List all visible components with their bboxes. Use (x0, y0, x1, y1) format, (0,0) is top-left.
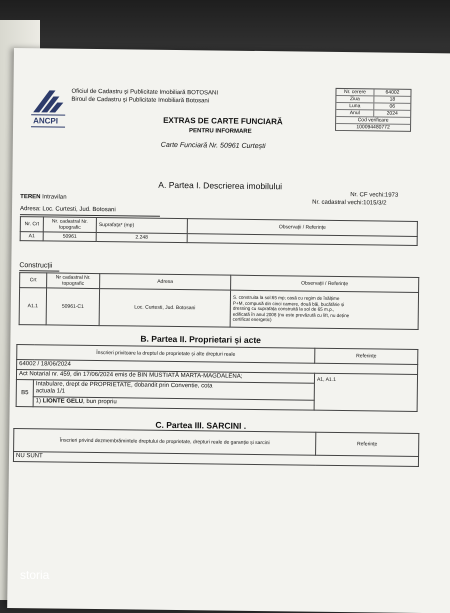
teren-line: TEREN Intravilan (20, 194, 67, 201)
office-line-1: Oficiul de Cadastru și Publicitate Imobiliară BOTOSANI (71, 88, 219, 97)
table-row: Act Notarial nr. 459, din 17/06/2024 emis de BIN MUSTIATĂ MARTA-MAGDALENA; A1, A1.1 (16, 370, 417, 385)
partea-1-title: A. Partea I. Descrierea imobilului (158, 179, 283, 192)
office-line-2: Biroul de Cadastru și Publicitate Imobiliară Botosani (71, 96, 210, 105)
storia-watermark: storia (20, 568, 50, 582)
partea-3-title: C. Partea III. SARCINI . (155, 419, 247, 431)
teren-adresa: Adresa: Loc. Curtesti, Jud. Botosani (19, 206, 116, 214)
teren-table: Nr. Crt Nr. cadastral Nr. topografic Suprafața* (mp) Observații / Referințe A1 50961 2.248 (20, 216, 418, 246)
table-row: A1 50961 2.248 (20, 232, 417, 246)
logo-underline (31, 126, 65, 132)
constructii-table: Crt Nr cadastral Nr. topografic Adresa Observații / Referințe A1.1 50961-C1 Loc. Curtesti, Jud. Botosani S. construita la sol:65 mp; casă cu regim de înălțime P+M, compusă din cinci camere, două băi, bucătărie și dressing cu suprafața construită la sol de 65 m.p., edificată în anul 2008 (nu este prevăzută cu lift, nu deține certificat energetic) (19, 272, 420, 330)
doc-title: EXTRAS DE CARTE FUNCIARĂ (163, 115, 283, 127)
table-row: NU SUNT (13, 452, 418, 467)
table-row: A1.1 50961-C1 Loc. Curtesti, Jud. Botosani S. construita la sol:65 mp; casă cu regim de înălțime P+M, compusă din cinci camere, două băi, bucătărie și dressing cu suprafața construită la sol de 65 m.p., edificată în anul 2008 (nu este prevăzută cu lift, nu deține certificat energetic) (19, 288, 418, 330)
owner-line: 1) LIONTE GELU, bun propriu (33, 397, 314, 410)
document-page (7, 48, 450, 613)
sarcini-table: Înscrieri privind dezmembrămintele dreptului de proprietate, drepturi reale de garanție și sarcini Referințe NU SUNT (13, 428, 419, 467)
table-row: 64002 / 18/06/2024 (17, 360, 418, 375)
table-row: B5 Intabulare, drept de PROPRIETATE, dobandit prin Conventie, cota actuala 1/1 (16, 380, 417, 402)
register-box: Nr. cerere 64002 Ziua 18 Luna 06 Anul 2024 Cod verificare 100094480772 (335, 88, 412, 132)
proprietari-table: Înscrieri privitoare la dreptul de proprietate și alte drepturi reale Referințe 64002 / 18/06/2024 Act Notarial nr. 459, din 17/06/2024 emis de BIN MUSTIATĂ MARTA-MAGDALENA; A1, A1.1 B5 Intabulare, drept de PROPRIETATE, dobandit prin Conventie, cota actuala 1/1 1) LIONTE GELU, bun propriu (16, 344, 419, 412)
partea-2-title: B. Partea II. Proprietari și acte (140, 333, 261, 346)
cadastral-vechi: Nr. cadastral vechi:1015/3/2 (312, 199, 387, 207)
owner-name: LIONTE GELU (42, 398, 84, 405)
carte-funciara-number: Carte Funciară Nr. 50961 Curtești (160, 141, 266, 151)
doc-subtitle: PENTRU INFORMARE (188, 128, 252, 135)
cf-vechi: Nr. CF vechi:1973 (350, 192, 399, 199)
constructii-title: Construcții (19, 262, 53, 270)
logo-text: ANCPI (33, 116, 59, 126)
